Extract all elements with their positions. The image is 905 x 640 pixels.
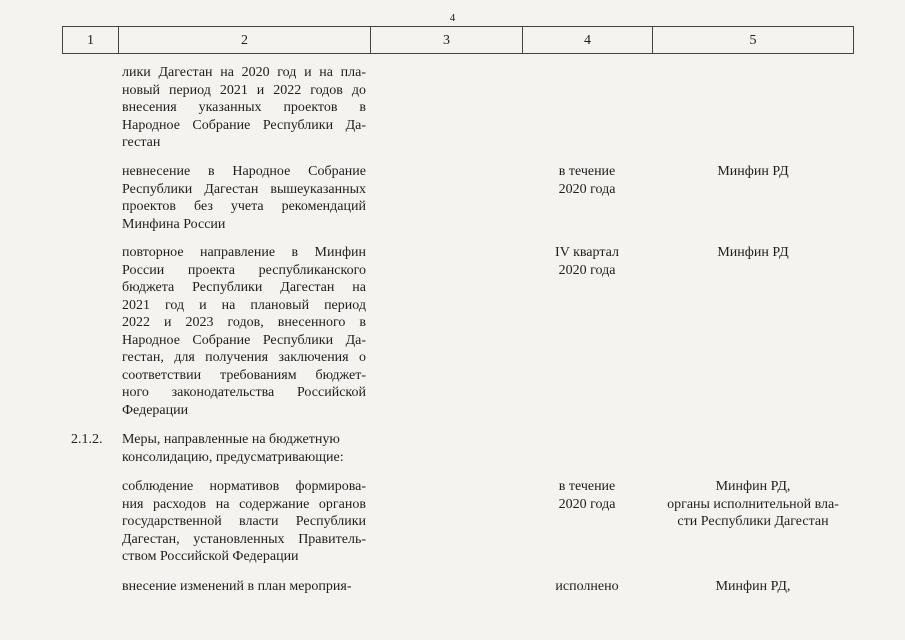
deadline-line: 2020 года bbox=[558, 181, 616, 197]
header-cell-4: 4 bbox=[523, 27, 653, 53]
responsible-line: сти Республики Дагестан bbox=[677, 514, 829, 529]
text-line: соблюдение нормативов формирова- bbox=[122, 479, 366, 494]
text-line: Меры, направленные на бюджетную bbox=[122, 432, 340, 447]
text-line: Народное Собрание Республики Да- bbox=[122, 117, 366, 133]
text-line: новый период 2021 и 2022 годов до bbox=[122, 82, 366, 98]
item-number: 2.1.2. bbox=[71, 432, 103, 447]
measure-text bbox=[122, 244, 366, 419]
text-line: ния расходов на содержание органов bbox=[122, 496, 366, 512]
text-line: 2021 год и на плановый период bbox=[122, 297, 366, 313]
measure-text bbox=[122, 163, 366, 233]
table-header bbox=[62, 26, 854, 54]
measure-text bbox=[122, 478, 366, 566]
text-line: Дагестан, установленных Правитель- bbox=[122, 531, 366, 547]
text-line: гестан, для получения заключения о bbox=[122, 350, 366, 365]
deadline-cell bbox=[522, 163, 652, 198]
header-cell-3: 3 bbox=[371, 27, 523, 53]
deadline-line: IV квартал bbox=[555, 245, 619, 260]
text-line: ством Российской Федерации bbox=[122, 549, 299, 564]
text-line: Минфина России bbox=[122, 216, 226, 232]
header-cell-1: 1 bbox=[63, 27, 119, 53]
text-line: России проекта республиканского bbox=[122, 262, 366, 278]
text-line: ного законодательства Российской bbox=[122, 385, 366, 400]
text-line: лики Дагестан на 2020 год и на пла- bbox=[122, 65, 366, 80]
text-line: Народное Собрание Республики Да- bbox=[122, 332, 366, 348]
text-line: повторное направление в Минфин bbox=[122, 245, 366, 260]
responsible-cell bbox=[652, 244, 854, 262]
text-line: бюджета Республики Дагестан на bbox=[122, 280, 366, 295]
responsible-line: Минфин РД, bbox=[715, 479, 791, 494]
text-line: невнесение в Народное Собрание bbox=[122, 164, 366, 179]
deadline-line: в течение bbox=[558, 164, 616, 179]
deadline-line: в течение bbox=[558, 479, 616, 494]
text-line: гестан bbox=[122, 135, 161, 150]
deadline-cell bbox=[522, 478, 652, 513]
text-line: соответствии требованиям бюджет- bbox=[122, 367, 366, 383]
measure-text bbox=[122, 431, 366, 466]
text-line: внесение изменений в план мероприя- bbox=[122, 579, 352, 594]
measure-text bbox=[122, 64, 366, 152]
responsible-line: Минфин РД, bbox=[715, 579, 791, 594]
text-line: 2022 и 2023 годов, внесенного в bbox=[122, 315, 366, 330]
header-cell-5: 5 bbox=[749, 33, 757, 48]
measure-text bbox=[122, 578, 366, 596]
responsible-cell bbox=[652, 578, 854, 596]
text-line: Федерации bbox=[122, 402, 189, 418]
header-cell-2: 2 bbox=[119, 27, 371, 53]
responsible-line: Минфин РД bbox=[717, 164, 789, 179]
text-line: Республики Дагестан вышеуказанных bbox=[122, 181, 366, 197]
deadline-line: 2020 года bbox=[558, 262, 616, 278]
text-line: государственной власти Республики bbox=[122, 514, 366, 529]
deadline-line: 2020 года bbox=[558, 496, 616, 512]
text-line: консолидацию, предусматривающие: bbox=[122, 449, 344, 465]
responsible-cell bbox=[652, 478, 854, 531]
responsible-line: Минфин РД bbox=[717, 245, 789, 260]
responsible-line: органы исполнительной вла- bbox=[667, 496, 839, 512]
deadline-line: исполнено bbox=[555, 579, 619, 594]
text-line: проектов без учета рекомендаций bbox=[122, 199, 366, 214]
deadline-cell bbox=[522, 578, 652, 596]
text-line: внесения указанных проектов в bbox=[122, 100, 366, 115]
responsible-cell bbox=[652, 163, 854, 181]
deadline-cell bbox=[522, 244, 652, 279]
page-number: 4 bbox=[449, 12, 456, 24]
